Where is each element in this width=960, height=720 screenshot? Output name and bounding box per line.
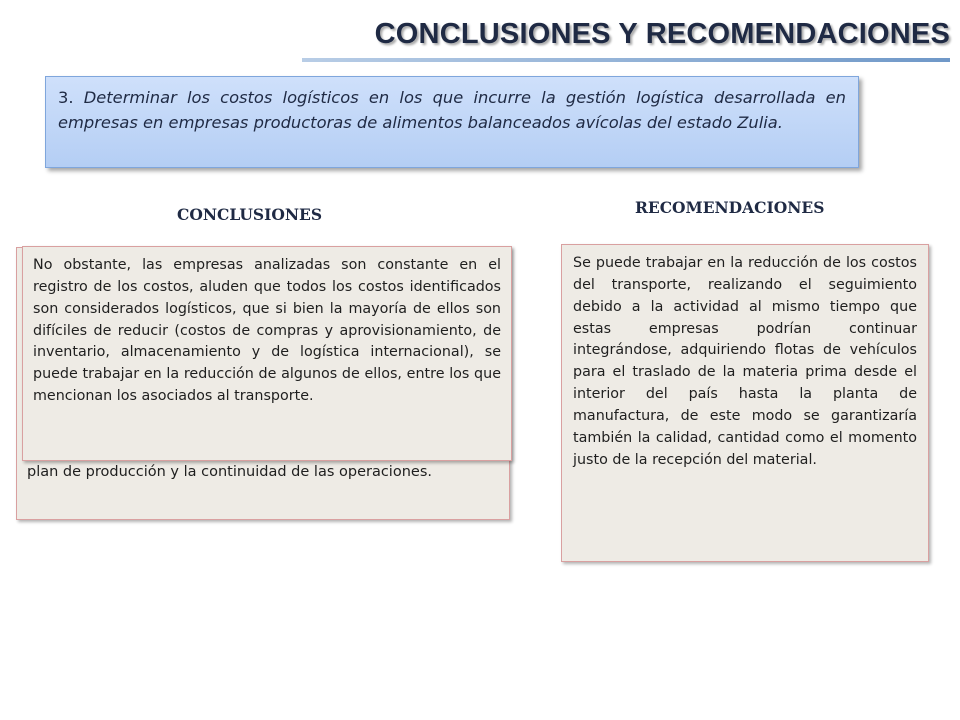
- objective-number: 3.: [58, 88, 74, 107]
- title-underline: [302, 58, 950, 62]
- recommendation-card: [561, 244, 929, 562]
- objective-box: [45, 76, 859, 168]
- recommendations-heading: RECOMENDACIONES: [635, 198, 825, 217]
- slide-title: CONCLUSIONES Y RECOMENDACIONES: [374, 18, 950, 50]
- conclusion-back-text: plan de producción y la continuidad de las operaciones.: [27, 464, 432, 480]
- conclusion-front-card: [22, 246, 512, 461]
- objective-text: Determinar los costos logísticos en los que incurre la gestión logística desarrollada en empresas en empresas productoras de alimentos balanceados avícolas del estado Zulia.: [58, 88, 846, 133]
- conclusions-heading: CONCLUSIONES: [177, 205, 323, 224]
- conclusion-front-text: No obstante, las empresas analizadas son constante en el registro de los costos, aluden que todos los costos identificados son considerados logísticos, que si bien la mayoría de ellos son difíciles de reducir (costos de compras y aprovisionamiento, de inventario, almacenamiento y de logística internacional), se puede trabajar en la reducción de algunos de ellos, entre los que mencionan los asociados al transporte.: [33, 257, 501, 405]
- recommendation-text: Se puede trabajar en la reducción de los costos del transporte, realizando el seguimiento debido a la actividad al mismo tiempo que estas empresas podrían continuar integrándose, adquiriendo flotas de vehículos para el traslado de la materia prima desde el interior del país hasta la planta de manufactura, de este modo se garantizaría también la calidad, cantidad como el momento justo de la recepción del material.: [573, 255, 917, 468]
